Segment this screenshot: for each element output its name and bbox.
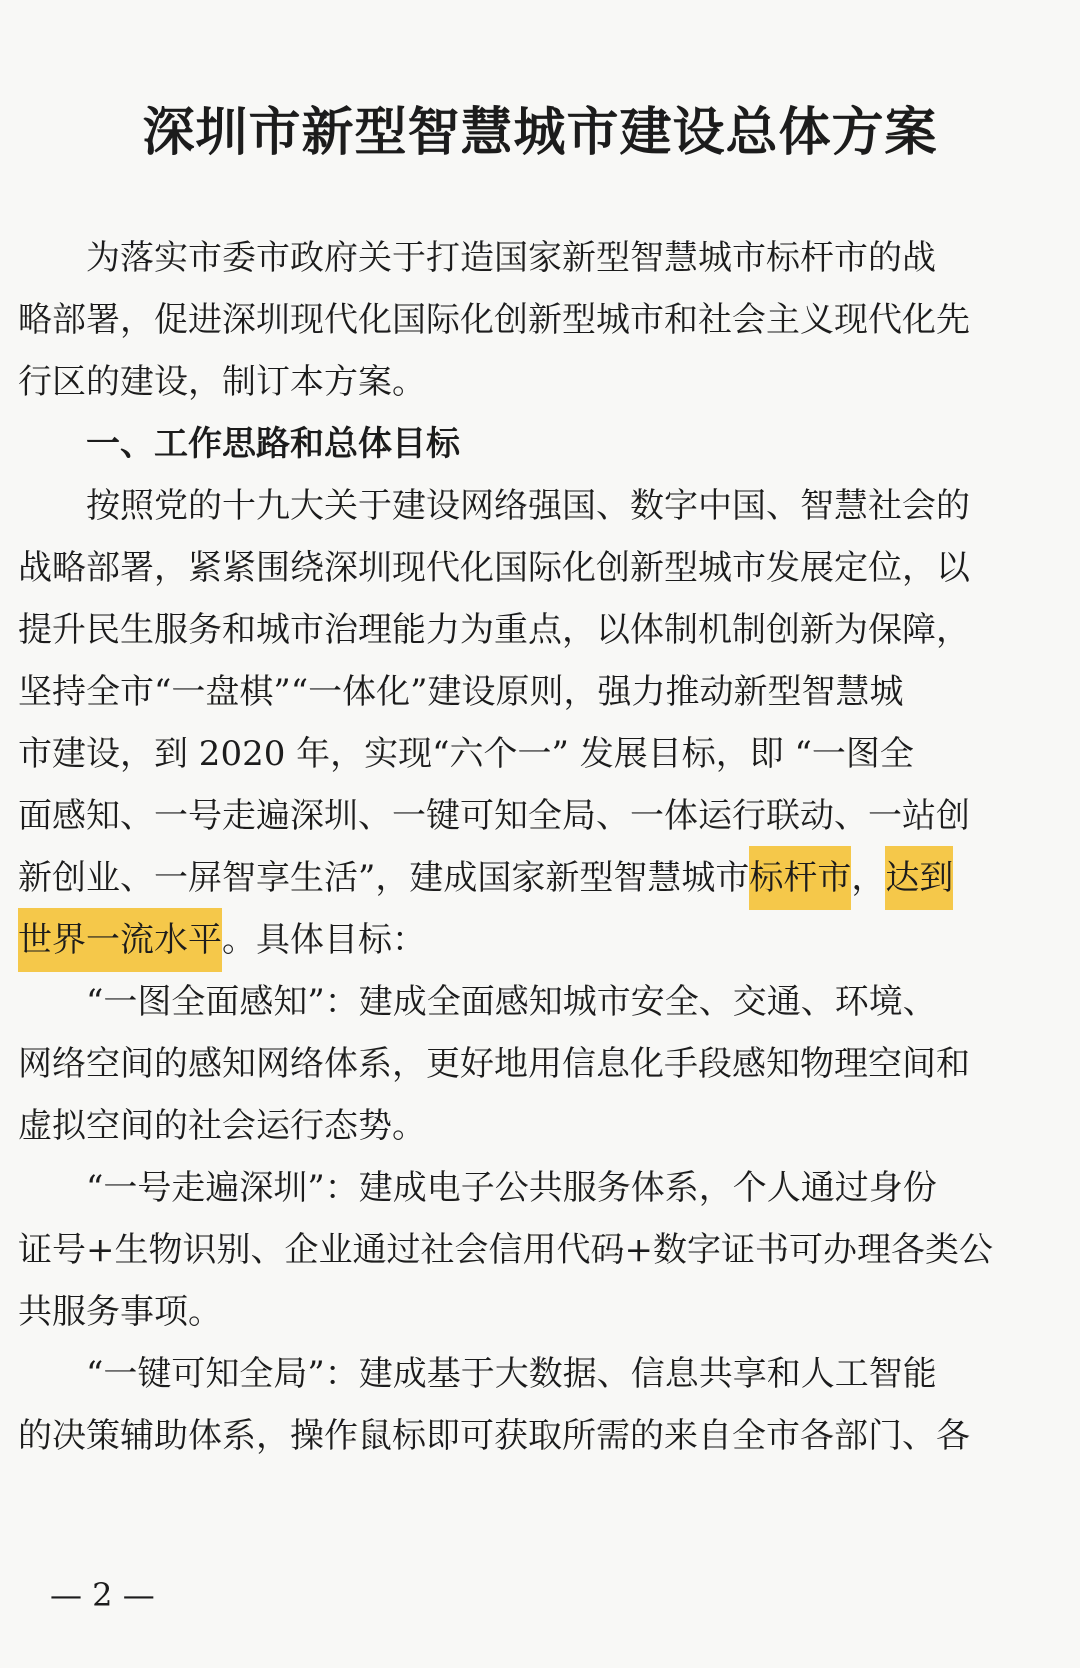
text-line (18, 474, 1080, 538)
document-title: 深圳市新型智慧城市建设总体方案 (142, 102, 938, 163)
text-segment: 新创业、一屏智享生活”，建成国家新型智慧城市 (18, 858, 750, 898)
text-segment: 行区的建设，制订本方案。 (18, 362, 426, 402)
text-line (18, 288, 1080, 352)
text-segment: 的决策辅助体系，操作鼠标即可获取所需的来自全市各部门、各 (18, 1416, 970, 1456)
text-line (18, 226, 1080, 290)
text-segment: “一键可知全局”：建成基于大数据、信息共享和人工智能 (18, 1354, 937, 1394)
highlighted-text: 标杆市 (749, 846, 851, 910)
text-segment: 证号+生物识别、企业通过社会信用代码+数字证书可办理各类公 (18, 1230, 993, 1270)
text-segment: 面感知、一号走遍深圳、一键可知全局、一体运行联动、一站创 (18, 796, 970, 836)
text-segment: 市建设，到 2020 年，实现“六个一” 发展目标，即 “一图全 (18, 734, 914, 774)
text-segment: 虚拟空间的社会运行态势。 (18, 1106, 426, 1146)
page-number: — 2 — (50, 1576, 155, 1614)
text-line (18, 1342, 1080, 1406)
text-line (18, 1218, 1080, 1282)
text-line (18, 846, 1080, 910)
text-line (18, 1404, 1080, 1468)
text-line (18, 784, 1080, 848)
text-segment: “一图全面感知”：建成全面感知城市安全、交通、环境、 (18, 982, 937, 1022)
text-segment: 略部署，促进深圳现代化国际化创新型城市和社会主义现代化先 (18, 300, 970, 340)
text-segment: 一、工作思路和总体目标 (18, 424, 460, 464)
text-line (18, 536, 1080, 600)
text-line (18, 660, 1080, 724)
text-segment: ， (851, 858, 886, 898)
text-segment: 为落实市委市政府关于打造国家新型智慧城市标杆市的战 (18, 238, 936, 278)
text-segment: 战略部署，紧紧围绕深圳现代化国际化创新型城市发展定位，以 (18, 548, 970, 588)
highlighted-text: 世界一流水平 (18, 908, 222, 972)
text-line (18, 1094, 1080, 1158)
text-segment: 提升民生服务和城市治理能力为重点，以体制机制创新为保障， (18, 610, 970, 650)
text-segment: 共服务事项。 (18, 1292, 222, 1332)
highlighted-text: 达到 (885, 846, 953, 910)
text-line (18, 598, 1080, 662)
text-line (18, 908, 1080, 972)
text-line (18, 970, 1080, 1034)
text-line (18, 722, 1080, 786)
text-segment: 。具体目标： (222, 920, 426, 960)
text-line (18, 412, 1080, 476)
text-line (18, 1032, 1080, 1096)
text-segment: “一号走遍深圳”：建成电子公共服务体系，个人通过身份 (18, 1168, 937, 1208)
text-segment: 网络空间的感知网络体系，更好地用信息化手段感知物理空间和 (18, 1044, 970, 1084)
text-segment: 坚持全市“一盘棋”“一体化”建设原则，强力推动新型智慧城 (18, 672, 904, 712)
text-line (18, 1156, 1080, 1220)
text-segment: 按照党的十九大关于建设网络强国、数字中国、智慧社会的 (18, 486, 970, 526)
text-line (18, 1280, 1080, 1344)
text-line (18, 350, 1080, 414)
